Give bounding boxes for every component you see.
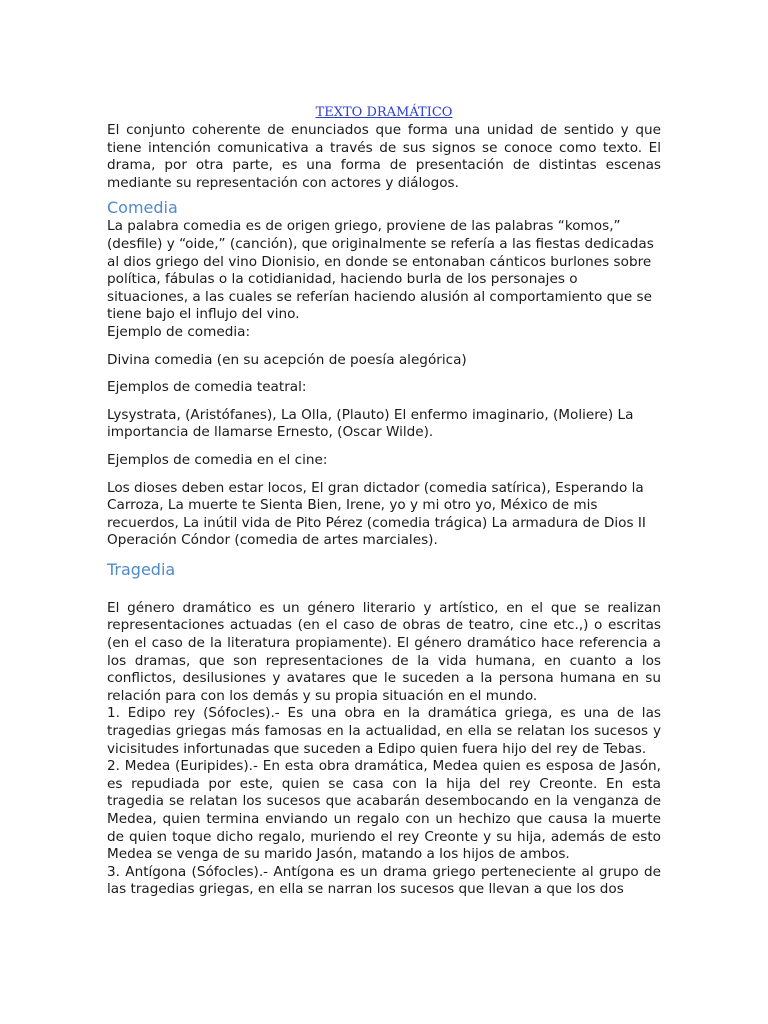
tragedia-heading: Tragedia xyxy=(107,559,176,579)
tragedia-item-3: 3. Antígona (Sófocles).- Antígona es un drama griego perteneciente al grupo de las tragedias griegas, en ella se narran los sucesos que llevan a que los dos xyxy=(107,863,661,898)
comedia-paragraph: La palabra comedia es de origen griego, proviene de las palabras “komos,” (desfile) y “oide,” (canción), que originalmente se refería a las fiestas dedicadas al dios griego del vino Dionisio, en donde se entonaban cánticos burlones sobre política, fábulas o la cotidianidad, haciendo burla de los personajes o situaciones, a las cuales se referían haciendo alusión al comportamiento que se tiene bajo el influjo del vino. xyxy=(107,218,654,323)
comedia-cinema-examples: Los dioses deben estar locos, El gran dictador (comedia satírica), Esperando la Carroza, La muerte te Sienta Bien, Irene, yo y mi otro yo, México de mis recuerdos, La inútil vida de Pito Pérez (comedia trágica) La armadura de Dios II Operación Cóndor (comedia de artes marciales). xyxy=(107,479,646,549)
document-title[interactable]: TEXTO DRAMÁTICO xyxy=(315,105,453,120)
comedia-example: Divina comedia (en su acepción de poesía alegórica) xyxy=(107,351,467,368)
document-page xyxy=(107,104,661,899)
comedia-heading: Comedia xyxy=(107,198,178,218)
comedia-cinema-label: Ejemplos de comedia en el cine: xyxy=(107,451,328,468)
tragedia-item-2: 2. Medea (Euripides).- En esta obra dramática, Medea quien es esposa de Jasón, es repudiada por este, quien se casa con la hija del rey Creonte. En esta tragedia se relatan los sucesos que acabarán desembocando en la venganza de Medea, quien termina enviando un regalo con un hechizo que causa la muerte de quien toque dicho regalo, muriendo el rey Creonte y su hija, además de esto Medea se venga de su marido Jasón, matando a los hijos de ambos. xyxy=(107,758,661,863)
tragedia-paragraph: El género dramático es un género literario y artístico, en el que se realizan representaciones actuadas (en el caso de obras de teatro, cine etc.,) o escritas (en el caso de la literatura propiamente). El género dramático hace referencia a los dramas, que son representaciones de la vida humana, en cuanto a los conflictos, desilusiones y avatares que le suceden a la persona humana en su relación para con los demás y su propia situación en el mundo. xyxy=(107,599,661,704)
intro-paragraph: El conjunto coherente de enunciados que forma una unidad de sentido y que tiene intención comunicativa a través de sus signos se conoce como texto. El drama, por otra parte, es una forma de presentación de distintas escenas mediante su representación con actores y diálogos. xyxy=(107,122,661,191)
comedia-example-label: Ejemplo de comedia: xyxy=(107,323,251,340)
tragedia-item-1: 1. Edipo rey (Sófocles).- Es una obra en la dramática griega, es una de las tragedias griegas más famosas en la actualidad, en ella se relatan los sucesos y vicisitudes infortunadas que suceden a Edipo quien fuera hijo del rey de Tebas. xyxy=(107,705,661,757)
comedia-theatre-label: Ejemplos de comedia teatral: xyxy=(107,379,307,396)
comedia-theatre-examples: Lysystrata, (Aristófanes), La Olla, (Plauto) El enfermo imaginario, (Moliere) La importancia de llamarse Ernesto, (Oscar Wilde). xyxy=(107,406,634,441)
